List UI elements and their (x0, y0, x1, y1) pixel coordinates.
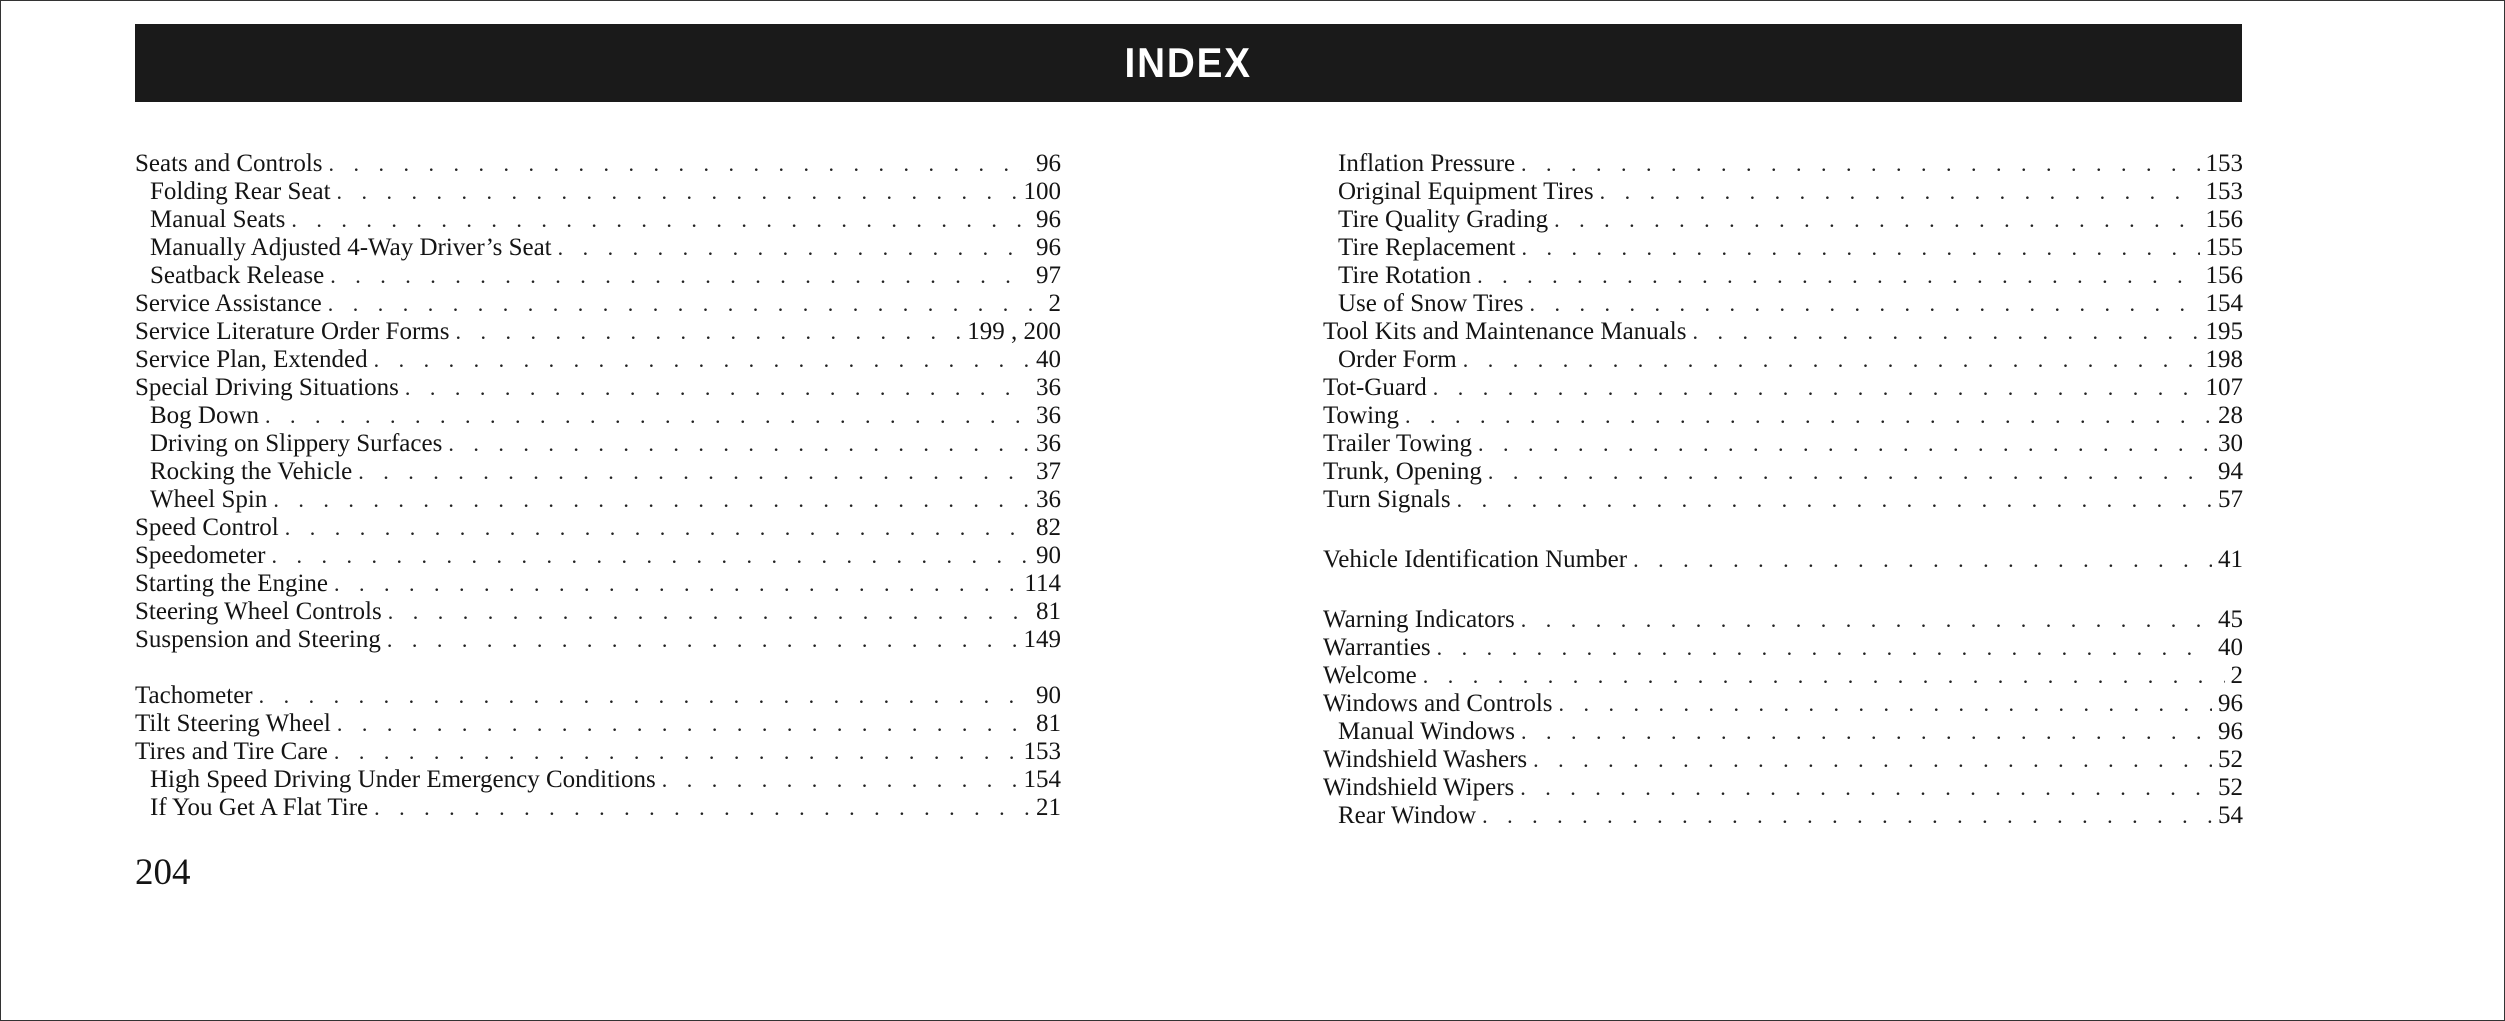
entry-page: 156 (2205, 262, 2243, 289)
entry-page: 81 (1036, 710, 1061, 737)
entry-label: Trunk, Opening (1323, 458, 1482, 485)
dot-leader (388, 598, 1030, 626)
dot-leader (1559, 690, 2212, 718)
dot-leader (387, 626, 1018, 654)
entry-page: 155 (2205, 234, 2243, 261)
dot-leader (1533, 746, 2212, 774)
index-entry (1323, 430, 2243, 458)
section-gap (135, 654, 1061, 682)
index-entry (1323, 374, 2243, 402)
index-entry (1323, 746, 2243, 774)
entry-label: Tire Rotation (1338, 262, 1472, 289)
dot-leader (1529, 290, 2199, 318)
index-entry (1323, 234, 2243, 262)
dot-leader (337, 710, 1030, 738)
entry-page: 2 (2230, 662, 2243, 689)
index-entry (135, 430, 1061, 458)
index-entry (135, 626, 1061, 654)
entry-page: 36 (1036, 374, 1061, 401)
dot-leader (1633, 546, 2212, 574)
dot-leader (1692, 318, 2199, 346)
entry-label: Inflation Pressure (1338, 150, 1516, 177)
index-entry (135, 178, 1061, 206)
dot-leader (374, 794, 1030, 822)
index-entry (1323, 718, 2243, 746)
index-entry (1323, 318, 2243, 346)
dot-leader (374, 346, 1030, 374)
dot-leader (558, 234, 1030, 262)
index-entry (1323, 802, 2243, 830)
index-entry (1323, 690, 2243, 718)
dot-leader (405, 374, 1030, 402)
index-entry (1323, 178, 2243, 206)
dot-leader (1520, 774, 2212, 802)
entry-label: Starting the Engine (135, 570, 329, 597)
entry-page: 36 (1036, 402, 1061, 429)
entry-page: 96 (2218, 718, 2243, 745)
entry-label: Towing (1323, 402, 1400, 429)
index-entry (1323, 458, 2243, 486)
index-entry (135, 374, 1061, 402)
entry-label: Warranties (1323, 634, 1431, 661)
entry-page: 96 (1036, 234, 1061, 261)
index-entry (1323, 634, 2243, 662)
entry-label: Trailer Towing (1323, 430, 1472, 457)
entry-page: 37 (1036, 458, 1061, 485)
entry-page: 2 (1048, 290, 1061, 317)
entry-label: Driving on Slippery Surfaces (150, 430, 443, 457)
entry-page: 153 (1023, 738, 1061, 765)
dot-leader (273, 486, 1030, 514)
left-index-column (135, 150, 1061, 822)
entry-page: 40 (1036, 346, 1061, 373)
entry-page: 149 (1023, 626, 1061, 653)
entry-page: 96 (1036, 150, 1061, 177)
index-entry (1323, 606, 2243, 634)
dot-leader (1433, 374, 2200, 402)
dot-leader (1554, 206, 2199, 234)
index-entry (135, 542, 1061, 570)
entry-page: 96 (2218, 690, 2243, 717)
index-entry (135, 738, 1061, 766)
entry-label: Tilt Steering Wheel (135, 710, 331, 737)
entry-page: 57 (2218, 486, 2243, 513)
page-title: INDEX (1124, 39, 1253, 86)
dot-leader (1488, 458, 2212, 486)
entry-label: Tot-Guard (1323, 374, 1427, 401)
dot-leader (291, 206, 1030, 234)
entry-label: Use of Snow Tires (1338, 290, 1524, 317)
entry-label: Service Plan, Extended (135, 346, 368, 373)
dot-leader (1423, 662, 2225, 690)
index-entry (135, 346, 1061, 374)
entry-page: 114 (1024, 570, 1061, 597)
index-entry (1323, 486, 2243, 514)
entry-label: Windshield Washers (1323, 746, 1528, 773)
entry-label: Seats and Controls (135, 150, 323, 177)
dot-leader (1521, 718, 2212, 746)
entry-page: 30 (2218, 430, 2243, 457)
entry-page: 41 (2218, 546, 2243, 573)
index-entry (1323, 206, 2243, 234)
index-entry (135, 150, 1061, 178)
entry-label: Manual Seats (150, 206, 286, 233)
index-entry (135, 570, 1061, 598)
entry-label: Speed Control (135, 514, 279, 541)
index-entry (135, 458, 1061, 486)
entry-label: Order Form (1338, 346, 1457, 373)
entry-label: Special Driving Situations (135, 374, 399, 401)
index-entry (135, 262, 1061, 290)
entry-label: Original Equipment Tires (1338, 178, 1594, 205)
entry-label: Service Assistance (135, 290, 322, 317)
dot-leader (329, 150, 1031, 178)
entry-page: 36 (1036, 430, 1061, 457)
entry-label: Turn Signals (1323, 486, 1451, 513)
dot-leader (1478, 430, 2212, 458)
entry-label: Steering Wheel Controls (135, 598, 382, 625)
entry-page: 82 (1036, 514, 1061, 541)
entry-page: 198 (2205, 346, 2243, 373)
entry-label: Service Literature Order Forms (135, 318, 450, 345)
entry-page: 52 (2218, 774, 2243, 801)
entry-page: 90 (1036, 682, 1061, 709)
index-entry (135, 794, 1061, 822)
entry-page: 28 (2218, 402, 2243, 429)
entry-label: Rear Window (1338, 802, 1477, 829)
entry-page: 54 (2218, 802, 2243, 829)
dot-leader (455, 318, 961, 346)
entry-page: 107 (2205, 374, 2243, 401)
entry-page: 52 (2218, 746, 2243, 773)
entry-label: Warning Indicators (1323, 606, 1515, 633)
entry-label: Windows and Controls (1323, 690, 1553, 717)
entry-label: Rocking the Vehicle (150, 458, 353, 485)
index-entry (1323, 346, 2243, 374)
dot-leader (1463, 346, 2200, 374)
right-index-column (1323, 150, 2243, 830)
entry-label: Tool Kits and Maintenance Manuals (1323, 318, 1687, 345)
entry-label: Folding Rear Seat (150, 178, 331, 205)
entry-page: 153 (2205, 150, 2243, 177)
dot-leader (334, 570, 1018, 598)
dot-leader (1521, 606, 2212, 634)
dot-leader (358, 458, 1030, 486)
dot-leader (265, 402, 1030, 430)
dot-leader (272, 542, 1030, 570)
index-entry (135, 766, 1061, 794)
dot-leader (1600, 178, 2200, 206)
dot-leader (1437, 634, 2212, 662)
index-entry (135, 486, 1061, 514)
entry-page: 97 (1036, 262, 1061, 289)
entry-label: Wheel Spin (150, 486, 268, 513)
entry-label: Bog Down (150, 402, 260, 429)
entry-label: If You Get A Flat Tire (150, 794, 369, 821)
dot-leader (1457, 486, 2212, 514)
dot-leader (1477, 262, 2199, 290)
dot-leader (330, 262, 1030, 290)
index-entry (1323, 150, 2243, 178)
entry-label: Tachometer (135, 682, 253, 709)
entry-page: 90 (1036, 542, 1061, 569)
index-entry (135, 402, 1061, 430)
index-header-bar (135, 24, 2242, 102)
entry-label: Welcome (1323, 662, 1417, 689)
entry-label: High Speed Driving Under Emergency Conditions (150, 766, 656, 793)
entry-label: Manual Windows (1338, 718, 1515, 745)
index-entry (1323, 402, 2243, 430)
entry-page: 36 (1036, 486, 1061, 513)
index-entry (1323, 546, 2243, 574)
entry-label: Tires and Tire Care (135, 738, 328, 765)
entry-label: Manually Adjusted 4-Way Driver’s Seat (150, 234, 552, 261)
dot-leader (337, 178, 1018, 206)
entry-page: 96 (1036, 206, 1061, 233)
entry-label: Tire Replacement (1338, 234, 1516, 261)
dot-leader (1521, 150, 2199, 178)
entry-page: 195 (2205, 318, 2243, 345)
index-entry (135, 710, 1061, 738)
index-entry (1323, 262, 2243, 290)
dot-leader (334, 738, 1018, 766)
entry-page: 154 (1023, 766, 1061, 793)
index-entry (135, 318, 1061, 346)
entry-label: Tire Quality Grading (1338, 206, 1549, 233)
index-entry (1323, 290, 2243, 318)
entry-page: 156 (2205, 206, 2243, 233)
entry-label: Speedometer (135, 542, 266, 569)
index-entry (135, 290, 1061, 318)
index-entry (1323, 774, 2243, 802)
entry-page: 45 (2218, 606, 2243, 633)
index-entry (135, 234, 1061, 262)
entry-label: Vehicle Identification Number (1323, 546, 1628, 573)
dot-leader (328, 290, 1043, 318)
index-entry (135, 206, 1061, 234)
index-entry (135, 682, 1061, 710)
entry-page: 21 (1036, 794, 1061, 821)
dot-leader (285, 514, 1030, 542)
entry-page: 199 , 200 (967, 318, 1061, 345)
dot-leader (1482, 802, 2212, 830)
index-entry (135, 514, 1061, 542)
dot-leader (662, 766, 1018, 794)
entry-page: 40 (2218, 634, 2243, 661)
entry-page: 94 (2218, 458, 2243, 485)
index-entry (135, 598, 1061, 626)
entry-page: 154 (2205, 290, 2243, 317)
section-gap (1323, 514, 2243, 546)
page-number: 204 (135, 852, 191, 893)
dot-leader (1405, 402, 2212, 430)
entry-label: Suspension and Steering (135, 626, 381, 653)
entry-label: Seatback Release (150, 262, 325, 289)
section-gap (1323, 574, 2243, 606)
entry-page: 100 (1023, 178, 1061, 205)
entry-page: 81 (1036, 598, 1061, 625)
dot-leader (448, 430, 1030, 458)
index-entry (1323, 662, 2243, 690)
dot-leader (1522, 234, 2200, 262)
entry-page: 153 (2205, 178, 2243, 205)
dot-leader (259, 682, 1030, 710)
entry-label: Windshield Wipers (1323, 774, 1515, 801)
